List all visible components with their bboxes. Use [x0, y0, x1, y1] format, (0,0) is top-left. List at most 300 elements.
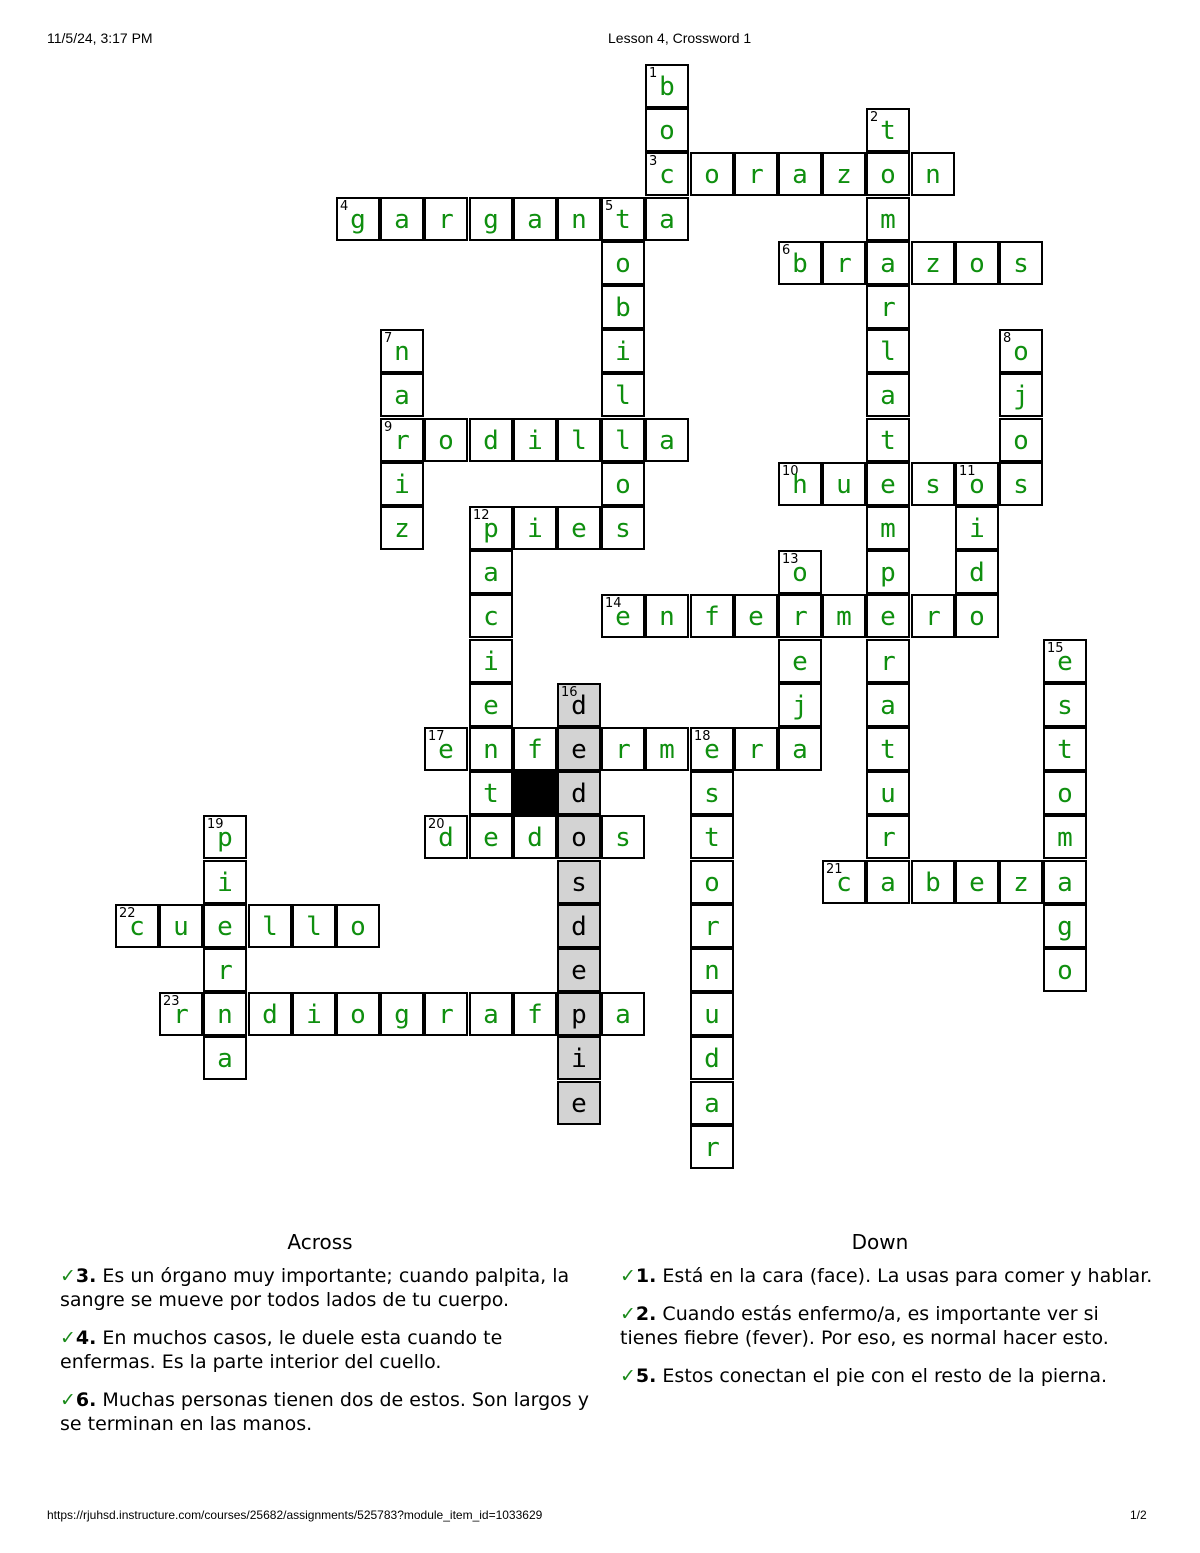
grid-cell[interactable]	[248, 992, 292, 1036]
grid-cell[interactable]	[601, 373, 645, 417]
page-title: Lesson 4, Crossword 1	[608, 30, 752, 46]
cell-letter: u	[880, 779, 896, 809]
clue-number-label: 1	[649, 66, 658, 81]
grid-cell[interactable]	[866, 108, 910, 152]
grid-cell[interactable]	[1043, 771, 1087, 815]
grid-cell[interactable]	[203, 948, 247, 992]
cell-letter: b	[792, 249, 808, 279]
grid-cell[interactable]	[469, 683, 513, 727]
clue-number-label: 12	[473, 508, 490, 523]
grid-cell[interactable]	[690, 948, 734, 992]
cell-letter: f	[527, 735, 543, 765]
cell-letter: e	[217, 912, 233, 942]
cell-letter: d	[438, 823, 454, 853]
clue-number: 4.	[75, 1327, 97, 1349]
cell-letter: a	[792, 160, 808, 190]
grid-cell[interactable]	[866, 329, 910, 373]
grid-cell[interactable]	[822, 594, 866, 638]
grid-cell[interactable]	[645, 108, 689, 152]
grid-cell[interactable]	[955, 506, 999, 550]
cell-letter: n	[483, 735, 499, 765]
grid-cell[interactable]	[822, 462, 866, 506]
cell-letter: l	[615, 426, 631, 456]
grid-cell[interactable]	[645, 727, 689, 771]
cell-letter: e	[483, 823, 499, 853]
cell-letter: e	[704, 735, 720, 765]
cell-letter: r	[704, 1133, 720, 1163]
cell-letter: o	[1057, 956, 1073, 986]
grid-cell[interactable]	[999, 241, 1043, 285]
cell-letter: a	[880, 868, 896, 898]
grid-cell[interactable]	[115, 904, 159, 948]
cell-letter: d	[262, 1000, 278, 1030]
grid-cell[interactable]	[380, 373, 424, 417]
cell-letter: o	[659, 116, 675, 146]
grid-cell[interactable]	[469, 815, 513, 859]
clue-text: Estos conectan el pie con el resto de la pierna.	[662, 1365, 1108, 1387]
grid-cell[interactable]	[557, 771, 601, 815]
grid-cell[interactable]	[513, 992, 557, 1036]
grid-cell[interactable]	[778, 241, 822, 285]
grid-cell[interactable]	[690, 1036, 734, 1080]
cell-letter: p	[571, 1000, 587, 1030]
check-mark-icon: ✓	[60, 1265, 76, 1287]
cell-letter: m	[880, 514, 896, 544]
cell-letter: p	[483, 514, 499, 544]
check-mark-icon: ✓	[60, 1389, 76, 1411]
clue-number-label: 17	[428, 729, 445, 744]
cell-letter: i	[527, 426, 543, 456]
grid-cell[interactable]	[690, 1081, 734, 1125]
cell-letter: r	[880, 823, 896, 853]
cell-letter: o	[1013, 426, 1029, 456]
grid-cell[interactable]	[778, 683, 822, 727]
grid-cell[interactable]	[513, 506, 557, 550]
cell-letter: e	[615, 602, 631, 632]
check-mark-icon: ✓	[60, 1327, 76, 1349]
grid-cell[interactable]	[557, 860, 601, 904]
grid-cell[interactable]	[866, 550, 910, 594]
clue-number-label: 6	[782, 243, 791, 258]
grid-cell[interactable]	[424, 418, 468, 462]
cell-letter: z	[836, 160, 852, 190]
cell-letter: a	[527, 205, 543, 235]
cell-letter: t	[704, 823, 720, 853]
grid-cell[interactable]	[248, 904, 292, 948]
cell-letter: i	[306, 1000, 322, 1030]
cell-letter: d	[571, 691, 587, 721]
grid-cell[interactable]	[601, 418, 645, 462]
grid-cell[interactable]	[557, 197, 601, 241]
grid-cell[interactable]	[999, 860, 1043, 904]
grid-cell[interactable]	[424, 727, 468, 771]
clue-number-label: 8	[1003, 331, 1012, 346]
grid-cell[interactable]	[336, 197, 380, 241]
cell-letter: o	[704, 160, 720, 190]
cell-letter: n	[394, 337, 410, 367]
cell-letter: h	[792, 470, 808, 500]
cell-letter: d	[969, 558, 985, 588]
grid-cell[interactable]	[734, 727, 778, 771]
cell-letter: j	[1013, 381, 1029, 411]
cell-letter: b	[925, 868, 941, 898]
grid-cell[interactable]	[866, 197, 910, 241]
grid-cell[interactable]	[690, 152, 734, 196]
grid-cell[interactable]	[380, 197, 424, 241]
grid-cell[interactable]	[424, 815, 468, 859]
grid-cell[interactable]	[866, 771, 910, 815]
grid-cell[interactable]	[911, 152, 955, 196]
clue-text: Muchas personas tienen dos de estos. Son largos y se terminan en las manos.	[60, 1389, 589, 1435]
grid-cell[interactable]	[1043, 860, 1087, 904]
cell-letter: f	[704, 602, 720, 632]
cell-letter: r	[748, 735, 764, 765]
cell-letter: u	[836, 470, 852, 500]
cell-letter: j	[792, 691, 808, 721]
grid-cell[interactable]	[513, 727, 557, 771]
grid-cell[interactable]	[911, 462, 955, 506]
cell-letter: a	[792, 735, 808, 765]
grid-cell[interactable]	[822, 152, 866, 196]
clue-number-label: 23	[163, 994, 180, 1009]
grid-cell[interactable]	[690, 594, 734, 638]
cell-letter: p	[217, 823, 233, 853]
across-clue[interactable]	[60, 1326, 600, 1374]
cell-letter: o	[571, 823, 587, 853]
grid-cell[interactable]	[999, 329, 1043, 373]
cell-letter: e	[438, 735, 454, 765]
grid-cell[interactable]	[1043, 639, 1087, 683]
cell-letter: t	[615, 205, 631, 235]
cell-letter: l	[306, 912, 322, 942]
grid-cell[interactable]	[557, 815, 601, 859]
grid-cell[interactable]	[1043, 948, 1087, 992]
grid-cell[interactable]	[469, 550, 513, 594]
grid-cell[interactable]	[866, 639, 910, 683]
grid-cell[interactable]	[557, 727, 601, 771]
grid-cell[interactable]	[911, 860, 955, 904]
cell-letter: e	[571, 514, 587, 544]
cell-letter: i	[483, 647, 499, 677]
cell-letter: c	[659, 160, 675, 190]
grid-cell[interactable]	[203, 992, 247, 1036]
grid-cell[interactable]	[292, 992, 336, 1036]
grid-cell[interactable]	[159, 904, 203, 948]
grid-cell[interactable]	[380, 462, 424, 506]
clue-number-label: 14	[605, 596, 622, 611]
grid-cell[interactable]	[866, 506, 910, 550]
cell-letter: e	[880, 470, 896, 500]
cell-letter: r	[748, 160, 764, 190]
grid-cell[interactable]	[424, 197, 468, 241]
grid-cell[interactable]	[778, 639, 822, 683]
grid-cell[interactable]	[690, 771, 734, 815]
grid-cell[interactable]	[380, 992, 424, 1036]
grid-cell[interactable]	[866, 860, 910, 904]
cell-letter: e	[483, 691, 499, 721]
grid-cell[interactable]	[955, 462, 999, 506]
grid-cell[interactable]	[203, 815, 247, 859]
down-clue[interactable]	[620, 1264, 1160, 1288]
cell-letter: n	[571, 205, 587, 235]
cell-letter: r	[615, 735, 631, 765]
grid-cell[interactable]	[866, 241, 910, 285]
cell-letter: e	[880, 602, 896, 632]
down-clue[interactable]	[620, 1364, 1160, 1388]
grid-cell[interactable]	[999, 462, 1043, 506]
grid-cell[interactable]	[778, 152, 822, 196]
cell-letter: g	[394, 1000, 410, 1030]
clue-text: En muchos casos, le duele esta cuando te enfermas. Es la parte interior del cuello.	[60, 1327, 503, 1373]
grid-cell[interactable]	[866, 418, 910, 462]
grid-cell[interactable]	[159, 992, 203, 1036]
cell-letter: d	[571, 912, 587, 942]
grid-cell[interactable]	[690, 815, 734, 859]
cell-letter: i	[394, 470, 410, 500]
down-clue[interactable]	[620, 1302, 1160, 1350]
check-mark-icon: ✓	[620, 1303, 636, 1325]
grid-cell[interactable]	[1043, 904, 1087, 948]
clue-number-label: 16	[561, 685, 578, 700]
grid-cell[interactable]	[601, 285, 645, 329]
grid-cell[interactable]	[911, 241, 955, 285]
grid-cell[interactable]	[424, 992, 468, 1036]
clue-number-label: 7	[384, 331, 393, 346]
grid-cell[interactable]	[469, 506, 513, 550]
grid-cell[interactable]	[734, 594, 778, 638]
cell-letter: u	[173, 912, 189, 942]
cell-letter: s	[615, 514, 631, 544]
cell-letter: a	[1057, 868, 1073, 898]
grid-cell[interactable]	[557, 948, 601, 992]
clue-number-label: 19	[207, 817, 224, 832]
grid-cell[interactable]	[778, 550, 822, 594]
cell-letter: a	[659, 205, 675, 235]
clue-number: 5.	[635, 1365, 657, 1387]
cell-letter: n	[659, 602, 675, 632]
cell-letter: o	[1057, 779, 1073, 809]
cell-letter: a	[615, 1000, 631, 1030]
grid-cell[interactable]	[469, 639, 513, 683]
clue-number-label: 2	[870, 110, 879, 125]
grid-cell[interactable]	[778, 594, 822, 638]
grid-cell[interactable]	[469, 418, 513, 462]
cell-letter: s	[1013, 249, 1029, 279]
grid-cell[interactable]	[513, 815, 557, 859]
grid-cell[interactable]	[822, 241, 866, 285]
cell-letter: e	[748, 602, 764, 632]
cell-letter: r	[438, 205, 454, 235]
grid-cell[interactable]	[203, 1036, 247, 1080]
grid-cell[interactable]	[557, 1081, 601, 1125]
page-number: 1/2	[1130, 1508, 1147, 1522]
grid-cell[interactable]	[336, 992, 380, 1036]
cell-letter: r	[792, 602, 808, 632]
cell-letter: r	[925, 602, 941, 632]
grid-cell[interactable]	[601, 197, 645, 241]
cell-letter: d	[527, 823, 543, 853]
cell-letter: z	[925, 249, 941, 279]
page-url: https://rjuhsd.instructure.com/courses/25682/assignments/525783?module_item_id=1033629	[47, 1508, 543, 1522]
clue-text: Es un órgano muy importante; cuando palpita, la sangre se mueve por todos lados de tu cuerpo.	[60, 1265, 570, 1311]
grid-cell[interactable]	[557, 506, 601, 550]
grid-cell[interactable]	[601, 329, 645, 373]
grid-cell[interactable]	[645, 418, 689, 462]
cell-letter: e	[571, 1089, 587, 1119]
clue-number-label: 11	[959, 464, 976, 479]
cell-letter: e	[1057, 647, 1073, 677]
cell-letter: z	[1013, 868, 1029, 898]
across-clue[interactable]	[60, 1264, 600, 1312]
down-heading: Down	[851, 1230, 909, 1254]
grid-cell[interactable]	[866, 815, 910, 859]
grid-cell[interactable]	[601, 992, 645, 1036]
grid-cell[interactable]	[866, 727, 910, 771]
grid-cell[interactable]	[601, 241, 645, 285]
cell-letter: a	[659, 426, 675, 456]
grid-cell[interactable]	[557, 1036, 601, 1080]
grid-cell[interactable]	[645, 64, 689, 108]
grid-cell[interactable]	[955, 550, 999, 594]
clue-number-label: 3	[649, 154, 658, 169]
grid-cell[interactable]	[999, 373, 1043, 417]
grid-cell[interactable]	[734, 152, 778, 196]
cell-letter: e	[969, 868, 985, 898]
check-mark-icon: ✓	[620, 1265, 636, 1287]
grid-cell[interactable]	[601, 727, 645, 771]
grid-cell[interactable]	[955, 594, 999, 638]
clue-number-label: 4	[340, 199, 349, 214]
clue-number: 1.	[635, 1265, 657, 1287]
grid-cell[interactable]	[955, 860, 999, 904]
grid-cell[interactable]	[911, 594, 955, 638]
cell-letter: s	[571, 868, 587, 898]
cell-letter: e	[571, 735, 587, 765]
clue-text: Cuando estás enfermo/a, es importante ver si tienes fiebre (fever). Por eso, es normal hacer esto.	[620, 1303, 1109, 1349]
grid-cell[interactable]	[557, 418, 601, 462]
grid-cell[interactable]	[955, 241, 999, 285]
grid-cell[interactable]	[469, 197, 513, 241]
grid-cell[interactable]	[380, 506, 424, 550]
grid-cell[interactable]	[866, 594, 910, 638]
cell-letter: o	[438, 426, 454, 456]
grid-cell[interactable]	[690, 860, 734, 904]
grid-cell[interactable]	[601, 506, 645, 550]
cell-letter: p	[880, 558, 896, 588]
grid-cell[interactable]	[778, 462, 822, 506]
grid-cell[interactable]	[866, 373, 910, 417]
grid-cell[interactable]	[866, 462, 910, 506]
grid-cell[interactable]	[380, 418, 424, 462]
grid-cell[interactable]	[469, 992, 513, 1036]
grid-cell[interactable]	[645, 152, 689, 196]
grid-cell[interactable]	[866, 285, 910, 329]
cell-letter: o	[350, 1000, 366, 1030]
grid-cell[interactable]	[778, 727, 822, 771]
cell-letter: a	[880, 249, 896, 279]
grid-cell[interactable]	[866, 683, 910, 727]
grid-cell[interactable]	[513, 197, 557, 241]
cell-letter: e	[571, 956, 587, 986]
grid-cell[interactable]	[822, 860, 866, 904]
cell-letter: s	[704, 779, 720, 809]
cell-letter: o	[350, 912, 366, 942]
cell-letter: l	[615, 381, 631, 411]
grid-cell[interactable]	[690, 1125, 734, 1169]
grid-cell[interactable]	[292, 904, 336, 948]
cell-letter: o	[969, 602, 985, 632]
across-clue-list	[60, 1264, 600, 1450]
grid-cell[interactable]	[999, 418, 1043, 462]
cell-letter: t	[1057, 735, 1073, 765]
cell-letter: n	[704, 956, 720, 986]
cell-letter: t	[880, 735, 896, 765]
cell-letter: e	[792, 647, 808, 677]
cell-letter: i	[969, 514, 985, 544]
cell-letter: a	[394, 381, 410, 411]
cell-letter: m	[880, 205, 896, 235]
cell-letter: a	[483, 1000, 499, 1030]
grid-cell[interactable]	[1043, 683, 1087, 727]
cell-letter: b	[615, 293, 631, 323]
cell-letter: c	[129, 912, 145, 942]
cell-letter: r	[217, 956, 233, 986]
grid-cell[interactable]	[469, 594, 513, 638]
grid-cell[interactable]	[690, 727, 734, 771]
cell-letter: z	[394, 514, 410, 544]
clue-text: Está en la cara (face). La usas para comer y hablar.	[662, 1265, 1153, 1287]
grid-cell[interactable]	[601, 462, 645, 506]
cell-letter: l	[262, 912, 278, 942]
cell-letter: r	[394, 426, 410, 456]
grid-cell[interactable]	[1043, 727, 1087, 771]
cell-letter: r	[880, 293, 896, 323]
across-clue[interactable]	[60, 1388, 600, 1436]
grid-cell[interactable]	[601, 594, 645, 638]
cell-letter: t	[483, 779, 499, 809]
grid-cell[interactable]	[469, 771, 513, 815]
grid-cell[interactable]	[336, 904, 380, 948]
grid-cell[interactable]	[557, 683, 601, 727]
down-clue-list	[620, 1264, 1160, 1402]
cell-letter: s	[925, 470, 941, 500]
cell-letter: a	[880, 381, 896, 411]
cell-letter: n	[217, 1000, 233, 1030]
grid-cell[interactable]	[1043, 815, 1087, 859]
grid-cell[interactable]	[557, 992, 601, 1036]
grid-cell[interactable]	[645, 594, 689, 638]
grid-cell[interactable]	[380, 329, 424, 373]
cell-letter: a	[880, 691, 896, 721]
cell-letter: g	[483, 205, 499, 235]
grid-cell[interactable]	[469, 727, 513, 771]
grid-cell[interactable]	[513, 418, 557, 462]
cell-letter: b	[659, 72, 675, 102]
cell-letter: r	[173, 1000, 189, 1030]
grid-cell[interactable]	[203, 904, 247, 948]
clue-number-label: 20	[428, 817, 445, 832]
grid-cell[interactable]	[203, 860, 247, 904]
grid-cell[interactable]	[645, 197, 689, 241]
cell-letter: i	[527, 514, 543, 544]
clue-number-label: 21	[826, 862, 843, 877]
cell-letter: s	[1057, 691, 1073, 721]
grid-cell[interactable]	[866, 152, 910, 196]
grid-cell[interactable]	[690, 992, 734, 1036]
grid-cell[interactable]	[690, 904, 734, 948]
grid-cell[interactable]	[601, 815, 645, 859]
grid-cell[interactable]	[557, 904, 601, 948]
